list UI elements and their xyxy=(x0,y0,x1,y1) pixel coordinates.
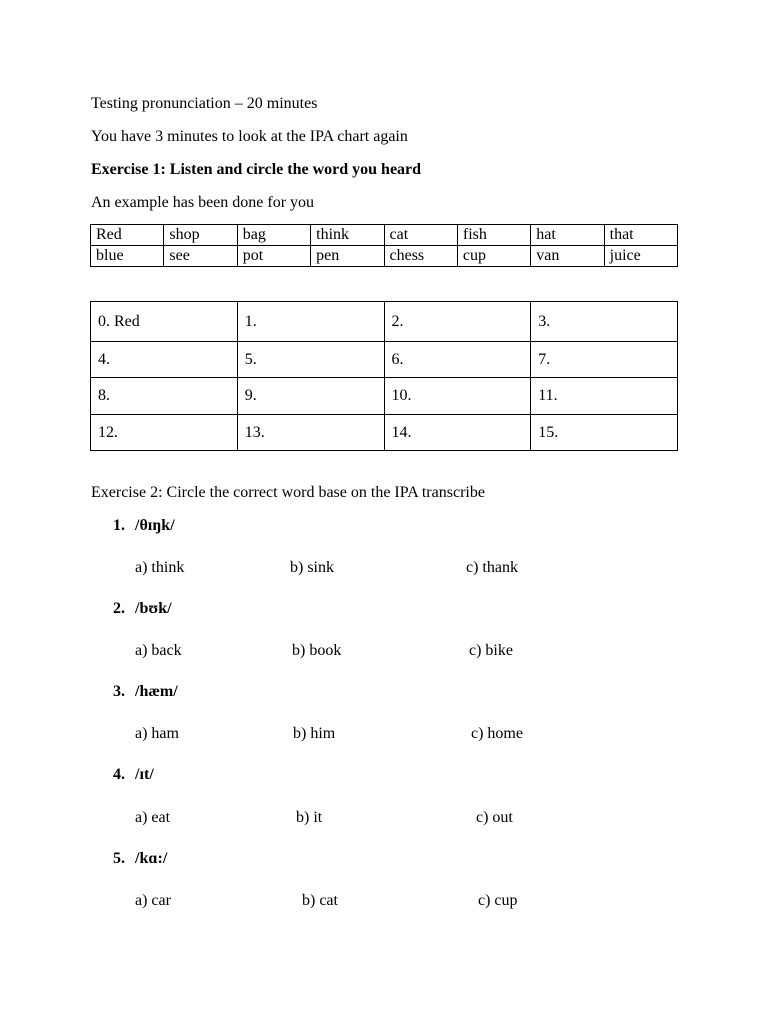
table-cell: fish xyxy=(457,225,530,246)
table-row xyxy=(91,415,678,451)
table-cell: Red xyxy=(91,225,164,246)
answer-cell: 1. xyxy=(237,302,384,342)
table-cell: van xyxy=(531,246,604,267)
option-c: c) home xyxy=(471,725,523,742)
answer-cell: 3. xyxy=(531,302,678,342)
answer-cell: 9. xyxy=(237,378,384,415)
question-number: 3. xyxy=(113,683,125,700)
question-item xyxy=(113,682,178,702)
answer-cell: 7. xyxy=(531,342,678,378)
table-row xyxy=(91,342,678,378)
exercise1-heading: Exercise 1: Listen and circle the word you heard xyxy=(91,161,422,178)
instruction-text: You have 3 minutes to look at the IPA chart again xyxy=(91,128,408,145)
table-cell: shop xyxy=(164,225,237,246)
table-cell: bag xyxy=(237,225,310,246)
ipa-transcription: /hæm/ xyxy=(135,683,178,700)
question-item xyxy=(113,599,172,619)
question-item xyxy=(113,849,167,869)
question-number: 1. xyxy=(113,517,125,534)
answer-cell: 14. xyxy=(384,415,531,451)
question-number: 4. xyxy=(113,766,125,783)
question-item xyxy=(113,516,175,536)
question-item xyxy=(113,765,154,785)
ipa-transcription: /kɑ:/ xyxy=(135,850,168,867)
page-title: Testing pronunciation – 20 minutes xyxy=(91,95,318,112)
table-cell: think xyxy=(311,225,384,246)
table-row xyxy=(91,246,678,267)
option-b: b) it xyxy=(296,809,323,826)
answer-cell: 6. xyxy=(384,342,531,378)
answer-grid-table xyxy=(90,301,678,451)
option-c: c) out xyxy=(476,809,513,826)
option-b: b) him xyxy=(293,725,336,742)
table-cell: cup xyxy=(457,246,530,267)
table-cell: blue xyxy=(91,246,164,267)
option-a: a) ham xyxy=(135,725,179,742)
option-a: a) think xyxy=(135,559,185,576)
answer-cell: 4. xyxy=(91,342,238,378)
ipa-transcription: /ɪt/ xyxy=(135,766,154,783)
ipa-transcription: /bʊk/ xyxy=(135,600,172,617)
table-cell: chess xyxy=(384,246,457,267)
option-a: a) car xyxy=(135,892,171,909)
answer-cell: 13. xyxy=(237,415,384,451)
answer-cell: 8. xyxy=(91,378,238,415)
example-note: An example has been done for you xyxy=(91,194,315,211)
table-row xyxy=(91,378,678,415)
option-b: b) book xyxy=(292,642,342,659)
answer-cell: 11. xyxy=(531,378,678,415)
exercise2-heading: Exercise 2: Circle the correct word base on the IPA transcribe xyxy=(91,484,485,501)
table-row xyxy=(91,302,678,342)
table-cell: juice xyxy=(604,246,677,267)
option-c: c) thank xyxy=(466,559,518,576)
answer-cell: 2. xyxy=(384,302,531,342)
table-cell: see xyxy=(164,246,237,267)
answer-cell: 5. xyxy=(237,342,384,378)
option-b: b) cat xyxy=(302,892,338,909)
table-cell: cat xyxy=(384,225,457,246)
answer-cell: 15. xyxy=(531,415,678,451)
option-a: a) eat xyxy=(135,809,171,826)
answer-cell: 10. xyxy=(384,378,531,415)
option-c: c) bike xyxy=(469,642,513,659)
answer-cell: 12. xyxy=(91,415,238,451)
question-number: 2. xyxy=(113,600,125,617)
option-b: b) sink xyxy=(290,559,334,576)
table-cell: that xyxy=(604,225,677,246)
table-cell: hat xyxy=(531,225,604,246)
option-c: c) cup xyxy=(478,892,518,909)
option-a: a) back xyxy=(135,642,182,659)
table-cell: pot xyxy=(237,246,310,267)
word-choice-table xyxy=(90,224,678,267)
answer-cell: 0. Red xyxy=(91,302,238,342)
table-cell: pen xyxy=(311,246,384,267)
ipa-transcription: /θɪŋk/ xyxy=(135,517,175,534)
table-row xyxy=(91,225,678,246)
question-number: 5. xyxy=(113,850,125,867)
